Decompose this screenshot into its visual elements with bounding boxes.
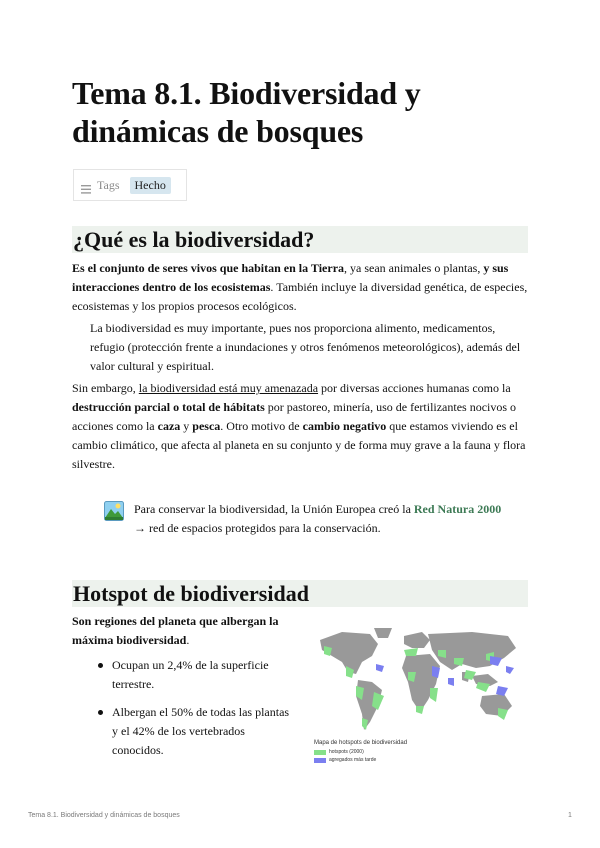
underlined-text: la biodiversidad está muy amenazada xyxy=(138,381,319,395)
text: . Otro motivo de xyxy=(220,419,303,433)
bold-text: cambio negativo xyxy=(302,419,387,433)
list-item: Ocupan un 2,4% de la superficie terrestre. xyxy=(96,656,294,694)
legend-label: agregados más tarde xyxy=(329,757,377,763)
callout-red-natura xyxy=(104,500,528,542)
callout-text xyxy=(134,500,528,538)
paragraph-importancia: La biodiversidad es muy importante, pues nos proporciona alimento, medicamentos, refugio (protección frente a inundaciones y otros fenómenos meteorológicos), además del valor cultural y espiritual. xyxy=(90,321,521,373)
text: por pastoreo, minería, uso de fertilizantes nocivos o acciones como la xyxy=(72,400,517,433)
tags-property[interactable] xyxy=(73,169,187,201)
text: . También incluye la diversidad genética, de especies, ecosistemas y los propios procesos ecológicos. xyxy=(72,280,528,313)
page-title-line-1: Tema 8.1. Biodiversidad y xyxy=(72,75,421,111)
tags-label: Tags xyxy=(97,177,120,192)
page-title-line-2: dinámicas de bosques xyxy=(72,113,364,149)
legend-title: Mapa de hotspots de biodiversidad xyxy=(314,740,408,746)
landscape-icon xyxy=(104,501,124,521)
red-natura-link[interactable]: Red Natura 2000 xyxy=(413,502,502,516)
bold-text: y sus interacciones dentro de los ecosistemas xyxy=(72,261,509,294)
section-heading-hotspot: Hotspot de biodiversidad xyxy=(72,580,528,607)
list-icon xyxy=(81,181,91,190)
bold-text: pesca xyxy=(192,419,221,433)
legend-item-hotspots xyxy=(314,749,364,755)
hotspot-world-map xyxy=(312,626,526,766)
footer-title: Tema 8.1. Biodiversidad y dinámicas de bosques xyxy=(28,812,180,819)
text: y xyxy=(180,419,193,433)
legend-swatch xyxy=(314,758,326,763)
bold-text: destrucción parcial o total de hábitats xyxy=(72,400,265,414)
text: . xyxy=(186,633,190,647)
map-legend xyxy=(312,740,526,766)
bold-text: Es el conjunto de seres vivos que habitan en la Tierra xyxy=(72,261,345,275)
text: Para conservar la biodiversidad, la Unión Europea creó la xyxy=(134,502,414,516)
section-heading-biodiversidad: ¿Qué es la biodiversidad? xyxy=(72,226,528,253)
paragraph-definicion xyxy=(72,259,528,316)
world-map-image xyxy=(312,626,526,740)
tag-chip-hecho[interactable]: Hecho xyxy=(130,177,171,194)
hotspot-bullet-list xyxy=(96,656,294,769)
legend-swatch xyxy=(314,750,326,755)
footer-page-number: 1 xyxy=(568,812,572,819)
text: por diversas acciones humanas como la xyxy=(318,381,511,395)
text: → red de espacios protegidos para la conservación. xyxy=(134,521,381,535)
legend-item-added xyxy=(314,757,376,763)
paragraph-amenazas xyxy=(72,379,528,474)
legend-label: hotspots (2000) xyxy=(329,749,364,755)
text: que estamos viviendo es el cambio climático, que afecta al planeta en su conjunto y de forma muy grave a la fauna y flora silvestre. xyxy=(72,419,526,471)
bold-text: Son regiones del planeta que albergan la máxima biodiversidad xyxy=(72,614,279,647)
page-title xyxy=(72,74,542,150)
text: Sin embargo, xyxy=(72,381,139,395)
list-item: Albergan el 50% de todas las plantas y el 42% de los vertebrados conocidos. xyxy=(96,703,294,760)
text: , ya sean animales o plantas, xyxy=(344,261,484,275)
bold-text: caza xyxy=(157,419,181,433)
paragraph-hotspot-intro xyxy=(72,612,294,650)
